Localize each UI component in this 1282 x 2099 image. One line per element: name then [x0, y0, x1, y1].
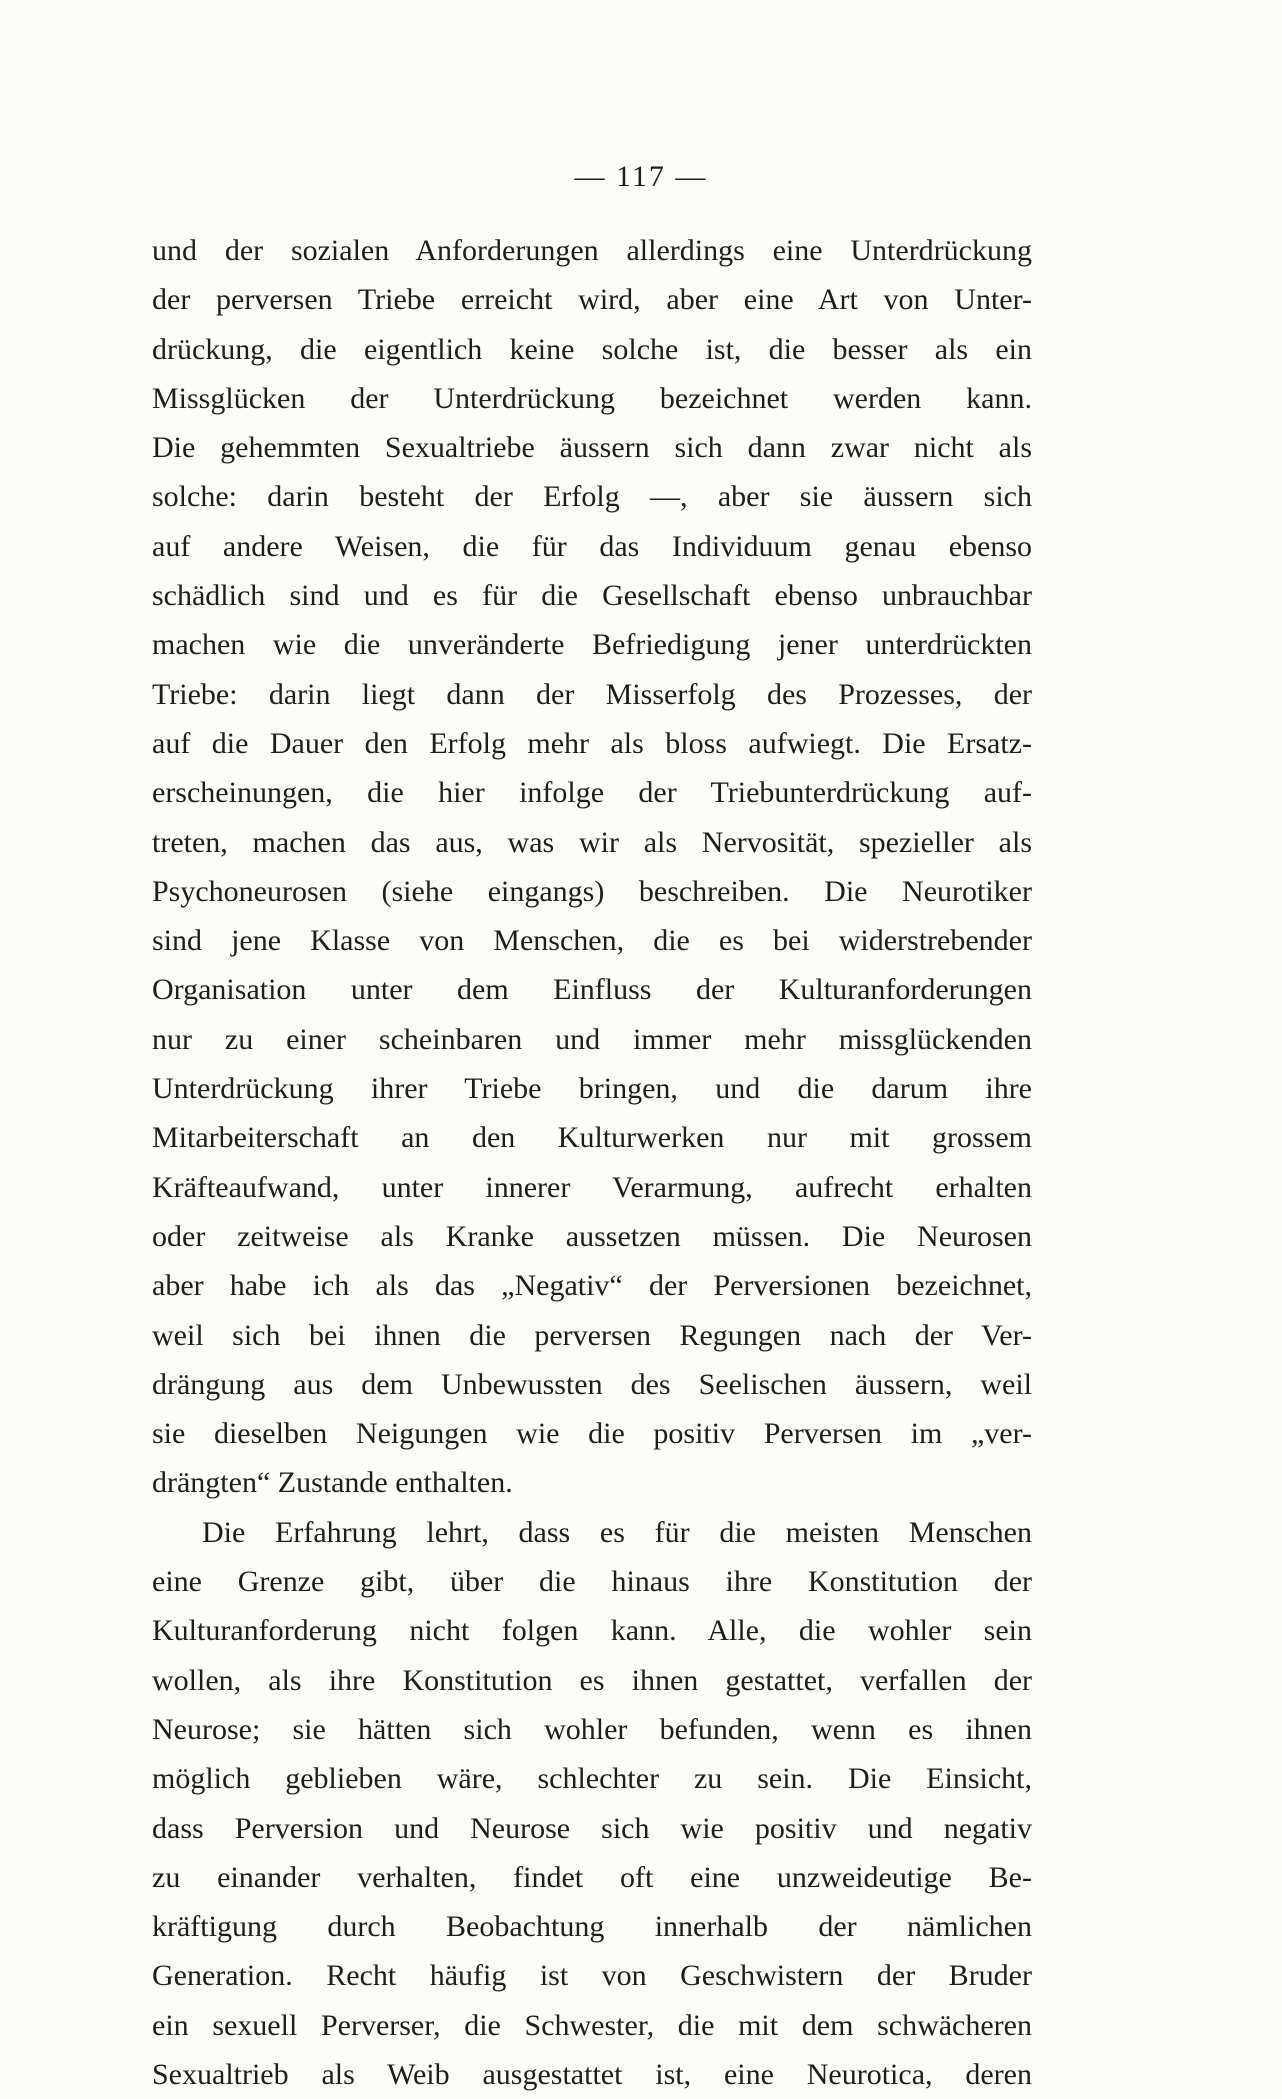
text-line: Die Erfahrung lehrt, dass es für die meisten Menschen — [202, 1515, 1032, 1549]
text-line: sind jene Klasse von Menschen, die es bei widerstrebender — [152, 924, 1032, 958]
text-line: solche: darin besteht der Erfolg —, aber sie äussern sich — [152, 480, 1032, 514]
text-line: eine Grenze gibt, über die hinaus ihre Konstitution der — [152, 1565, 1032, 1599]
text-line: Psychoneurosen (siehe eingangs) beschreiben. Die Neurotiker — [152, 874, 1032, 908]
text-line: Organisation unter dem Einfluss der Kulturanforderungen — [152, 973, 1032, 1007]
text-line: sie dieselben Neigungen wie die positiv Perversen im „ver- — [152, 1417, 1032, 1451]
text-line: drängung aus dem Unbewussten des Seelischen äussern, weil — [152, 1367, 1032, 1401]
text-line: Die gehemmten Sexualtriebe äussern sich dann zwar nicht als — [152, 431, 1032, 465]
text-line: zu einander verhalten, findet oft eine unzweideutige Be- — [152, 1860, 1032, 1894]
text-line: Mitarbeiterschaft an den Kulturwerken nur mit grossem — [152, 1121, 1032, 1155]
text-line: Missglücken der Unterdrückung bezeichnet werden kann. — [152, 381, 1032, 415]
text-line: nur zu einer scheinbaren und immer mehr missglückenden — [152, 1022, 1032, 1056]
text-line: auf die Dauer den Erfolg mehr als bloss aufwiegt. Die Ersatz- — [152, 726, 1032, 760]
text-line: ein sexuell Perverser, die Schwester, die mit dem schwächeren — [152, 2008, 1032, 2042]
paragraph — [152, 1508, 1032, 2099]
text-line: Generation. Recht häufig ist von Geschwistern der Bruder — [152, 1959, 1032, 1993]
text-line: dass Perversion und Neurose sich wie positiv und negativ — [152, 1811, 1032, 1845]
text-line: treten, machen das aus, was wir als Nervosität, spezieller als — [152, 825, 1032, 859]
text-line: Kräfteaufwand, unter innerer Verarmung, aufrecht erhalten — [152, 1170, 1032, 1204]
text-line: auf andere Weisen, die für das Individuum genau ebenso — [152, 529, 1032, 563]
paragraph — [152, 226, 1032, 1508]
text-line: der perversen Triebe erreicht wird, aber eine Art von Unter- — [152, 283, 1032, 317]
text-line: wollen, als ihre Konstitution es ihnen gestattet, verfallen der — [152, 1663, 1032, 1697]
page-number: — 117 — — [574, 160, 708, 193]
text-line: weil sich bei ihnen die perversen Regungen nach der Ver- — [152, 1318, 1032, 1352]
text-line: Neurose; sie hätten sich wohler befunden, wenn es ihnen — [152, 1712, 1032, 1746]
text-line: kräftigung durch Beobachtung innerhalb der nämlichen — [152, 1910, 1032, 1944]
text-line: aber habe ich als das „Negativ“ der Perversionen bezeichnet, — [152, 1269, 1032, 1303]
text-line: Kulturanforderung nicht folgen kann. Alle, die wohler sein — [152, 1614, 1032, 1648]
text-line: Sexualtrieb als Weib ausgestattet ist, eine Neurotica, deren — [152, 2057, 1032, 2091]
text-line: oder zeitweise als Kranke aussetzen müssen. Die Neurosen — [152, 1219, 1032, 1253]
text-line: und der sozialen Anforderungen allerdings eine Unterdrückung — [152, 234, 1032, 267]
text-line: drückung, die eigentlich keine solche ist, die besser als ein — [152, 332, 1032, 366]
text-line: Triebe: darin liegt dann der Misserfolg des Prozesses, der — [152, 677, 1032, 711]
text-line: erscheinungen, die hier infolge der Triebunterdrückung auf- — [152, 776, 1032, 810]
text-line: Unterdrückung ihrer Triebe bringen, und die darum ihre — [152, 1072, 1032, 1106]
text-line: machen wie die unveränderte Befriedigung jener unterdrückten — [152, 628, 1032, 662]
text-line: drängten“ Zustande enthalten. — [152, 1466, 513, 1500]
body-text — [152, 226, 1032, 2099]
text-line: schädlich sind und es für die Gesellschaft ebenso unbrauchbar — [152, 579, 1032, 613]
text-line: möglich geblieben wäre, schlechter zu sein. Die Einsicht, — [152, 1762, 1032, 1796]
